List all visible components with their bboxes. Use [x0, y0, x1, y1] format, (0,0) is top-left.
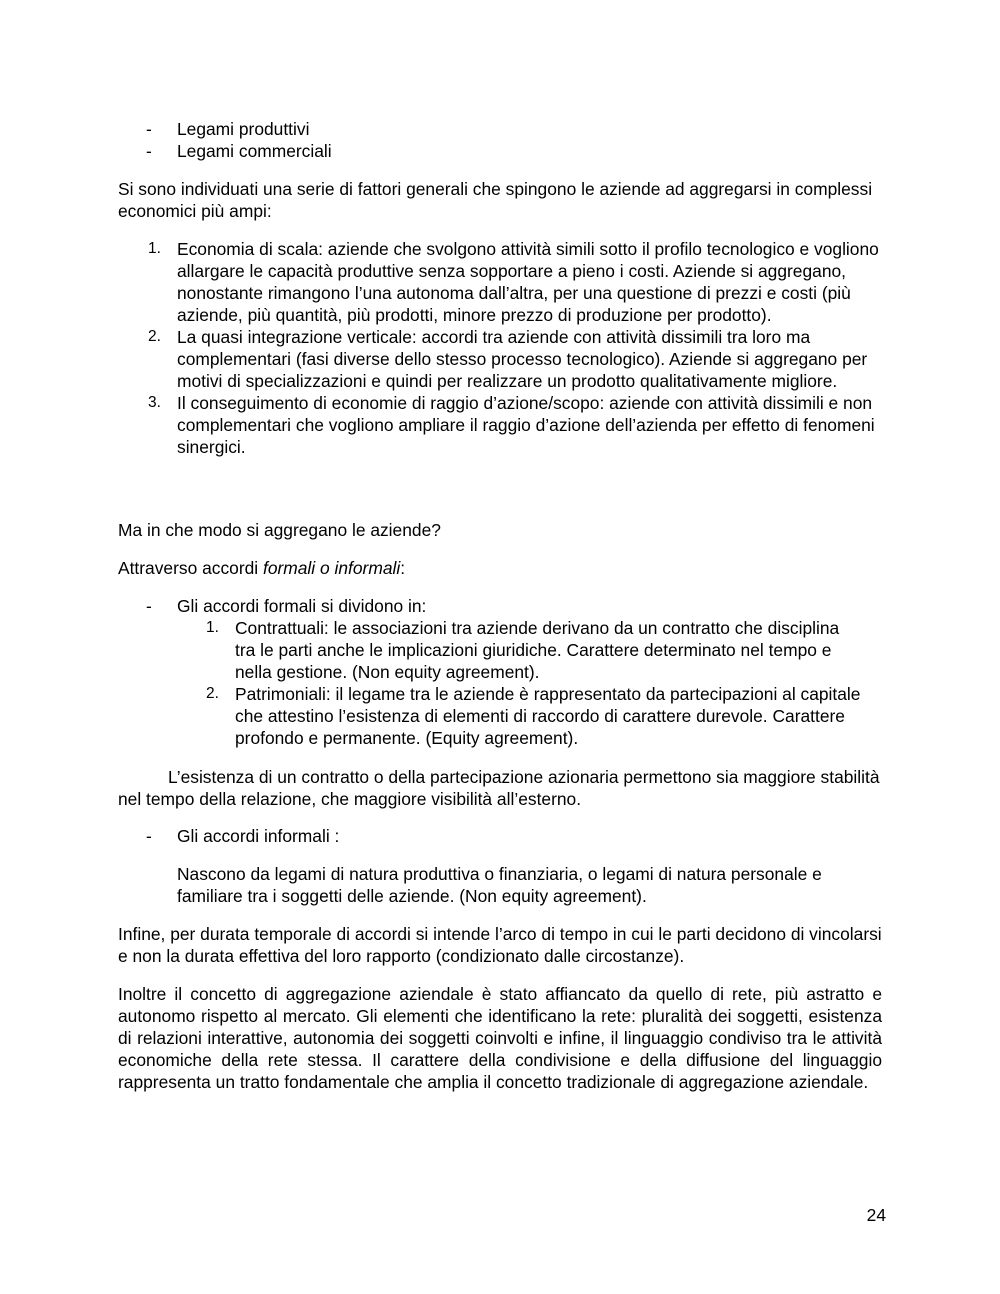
list-item-text: Legami commerciali	[177, 141, 332, 161]
list-item-text: Contrattuali: le associazioni tra aziende derivano da un contratto che disciplina tra le parti anche le implicazioni giuridiche. Carattere determinato nel tempo e nella gestione. (Non equity agreement).	[235, 618, 840, 682]
bullet-dash: -	[146, 596, 152, 616]
accordi-suffix: :	[400, 558, 406, 578]
paragraph-durata: Infine, per durata temporale di accordi si intende l’arco di tempo in cui le parti decidono di vincolarsi e non la durata effettiva del loro rapporto (condizionato dalle circostanze).	[118, 924, 882, 966]
list-item	[204, 617, 864, 683]
paragraph-intro: Si sono individuati una serie di fattori generali che spingono le aziende ad aggregarsi in complessi economici più ampi:	[118, 179, 873, 221]
list-number: 2.	[148, 328, 161, 345]
list-item-text: Gli accordi formali si dividono in:	[177, 596, 427, 616]
paragraph-contratto: L’esistenza di un contratto o della partecipazione azionaria permettono sia maggiore stabilità nel tempo della relazione, che maggiore visibilità all’esterno.	[118, 767, 880, 809]
list-item	[146, 392, 882, 458]
list-item	[146, 238, 882, 326]
paragraph-informali: Nascono da legami di natura produttiva o finanziaria, o legami di natura personale e familiare tra i soggetti delle aziende. (Non equity agreement).	[177, 864, 822, 906]
list-item	[0, 118, 1000, 140]
accordi-italic: formali o informali	[262, 558, 401, 578]
list-item	[0, 140, 1000, 162]
list-item	[0, 595, 1000, 617]
accordi-paragraph	[118, 557, 882, 579]
list-item	[0, 825, 1000, 847]
list-number: 3.	[148, 394, 161, 411]
list-item	[146, 326, 882, 392]
accordi-prefix: Attraverso accordi	[118, 558, 263, 578]
list-item	[204, 683, 864, 749]
paragraph-rete: Inoltre il concetto di aggregazione aziendale è stato affiancato da quello di rete, più astratto e autonomo rispetto al mercato. Gli elementi che identificano la rete: pluralità dei soggetti, esistenza di relazioni interattive, autonomia dei soggetti coinvolti e infine, il linguaggio condiviso tra le attività economiche della rete stessa. Il carattere della condivisione e della diffusione del linguaggio rappresenta un tratto fondamentale che amplia il concetto tradizionale di aggregazione aziendale.	[118, 984, 882, 1092]
list-item-text: Legami produttivi	[177, 119, 310, 139]
formali-list	[204, 617, 864, 749]
list-item-text: Patrimoniali: il legame tra le aziende è rappresentato da partecipazioni al capitale che attestino l’esistenza di elementi di raccordo di carattere durevole. Carattere profondo e permanente. (Equity agreement).	[235, 684, 861, 748]
list-number: 2.	[206, 685, 219, 702]
list-item-text: Economia di scala: aziende che svolgono attività simili sotto il profilo tecnologico e vogliono allargare le capacità produttive senza sopportare a pieno i costi. Aziende si aggregano, nonostante rimangono l’una autonoma dall’altra, per una questione di prezzi e costi (più aziende, più quantità, più prodotti, minore prezzo di produzione per prodotto).	[177, 239, 879, 325]
factors-list	[146, 238, 882, 458]
question-paragraph: Ma in che modo si aggregano le aziende?	[118, 520, 441, 540]
list-number: 1.	[148, 240, 161, 257]
list-number: 1.	[206, 619, 219, 636]
list-item-text: Il conseguimento di economie di raggio d’azione/scopo: aziende con attività dissimili e non complementari che vogliono ampliare il raggio d’azione dell’azienda per effetto di fenomeni sinergici.	[177, 393, 875, 457]
list-item-text: Gli accordi informali :	[177, 826, 340, 846]
list-item-text: La quasi integrazione verticale: accordi tra aziende con attività dissimili tra loro ma complementari (fasi diverse dello stesso processo tecnologico). Aziende si aggregano per motivi di specializzazioni e quindi per realizzare un prodotto qualitativamente migliore.	[177, 327, 868, 391]
page-number: 24	[866, 1205, 886, 1225]
bullet-dash: -	[146, 141, 152, 161]
bullet-dash: -	[146, 826, 152, 846]
bullet-dash: -	[146, 119, 152, 139]
